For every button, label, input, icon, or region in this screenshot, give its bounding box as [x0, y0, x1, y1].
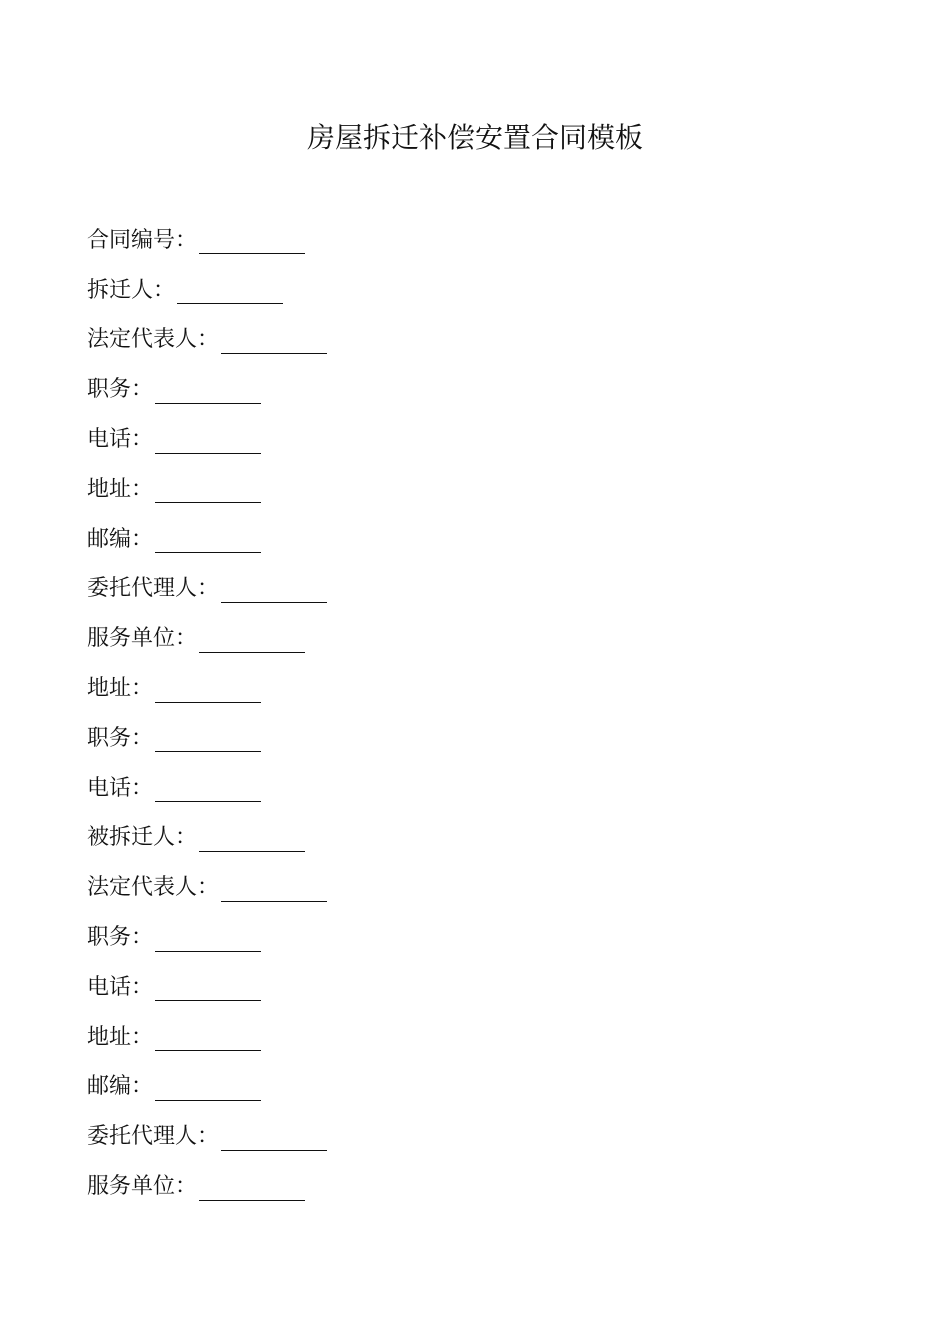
field-label: 被拆迁人：: [87, 825, 198, 851]
field-legal-representative: [87, 863, 327, 913]
fill-in-blank: [199, 626, 305, 653]
fill-in-blank: [221, 875, 327, 902]
fill-in-blank: [199, 1174, 305, 1201]
field-label: 职务：: [87, 725, 154, 751]
field-label: 邮编：: [87, 1074, 154, 1100]
fill-in-blank: [155, 476, 261, 503]
field-authorized-agent: [87, 1112, 327, 1162]
field-demolished-party: [87, 814, 327, 864]
fill-in-blank: [199, 825, 305, 852]
field-address: [87, 664, 327, 714]
field-label: 邮编：: [87, 526, 154, 552]
contract-field-list: [87, 216, 327, 1212]
fill-in-blank: [155, 775, 261, 802]
field-label: 地址：: [87, 1024, 154, 1050]
field-label: 地址：: [87, 676, 154, 702]
fill-in-blank: [155, 1024, 261, 1051]
field-authorized-agent: [87, 565, 327, 615]
fill-in-blank: [155, 526, 261, 553]
document-title: 房屋拆迁补偿安置合同模板: [306, 121, 643, 154]
fill-in-blank: [155, 725, 261, 752]
field-position: [87, 714, 327, 764]
field-phone: [87, 415, 327, 465]
fill-in-blank: [221, 327, 327, 354]
field-label: 职务：: [87, 925, 154, 951]
field-label: 电话：: [87, 775, 154, 801]
field-employer: [87, 614, 327, 664]
field-position: [87, 365, 327, 415]
field-label: 服务单位：: [87, 1174, 198, 1200]
field-phone: [87, 764, 327, 814]
fill-in-blank: [221, 1124, 327, 1151]
field-contract-number: [87, 216, 327, 266]
field-label: 法定代表人：: [87, 875, 220, 901]
fill-in-blank: [155, 925, 261, 952]
fill-in-blank: [155, 676, 261, 703]
field-position: [87, 913, 327, 963]
fill-in-blank: [155, 1074, 261, 1101]
field-legal-representative: [87, 316, 327, 366]
field-address: [87, 1013, 327, 1063]
field-label: 电话：: [87, 974, 154, 1000]
fill-in-blank: [221, 576, 327, 603]
fill-in-blank: [177, 277, 283, 304]
field-label: 合同编号：: [87, 227, 198, 253]
field-label: 地址：: [87, 476, 154, 502]
field-address: [87, 465, 327, 515]
field-phone: [87, 963, 327, 1013]
field-label: 职务：: [87, 377, 154, 403]
fill-in-blank: [199, 227, 305, 254]
fill-in-blank: [155, 974, 261, 1001]
field-label: 委托代理人：: [87, 1124, 220, 1150]
field-label: 电话：: [87, 427, 154, 453]
field-label: 拆迁人：: [87, 277, 176, 303]
field-demolisher: [87, 266, 327, 316]
field-label: 服务单位：: [87, 626, 198, 652]
field-label: 委托代理人：: [87, 576, 220, 602]
field-label: 法定代表人：: [87, 327, 220, 353]
field-employer: [87, 1162, 327, 1212]
fill-in-blank: [155, 377, 261, 404]
field-postcode: [87, 1063, 327, 1113]
field-postcode: [87, 515, 327, 565]
fill-in-blank: [155, 427, 261, 454]
